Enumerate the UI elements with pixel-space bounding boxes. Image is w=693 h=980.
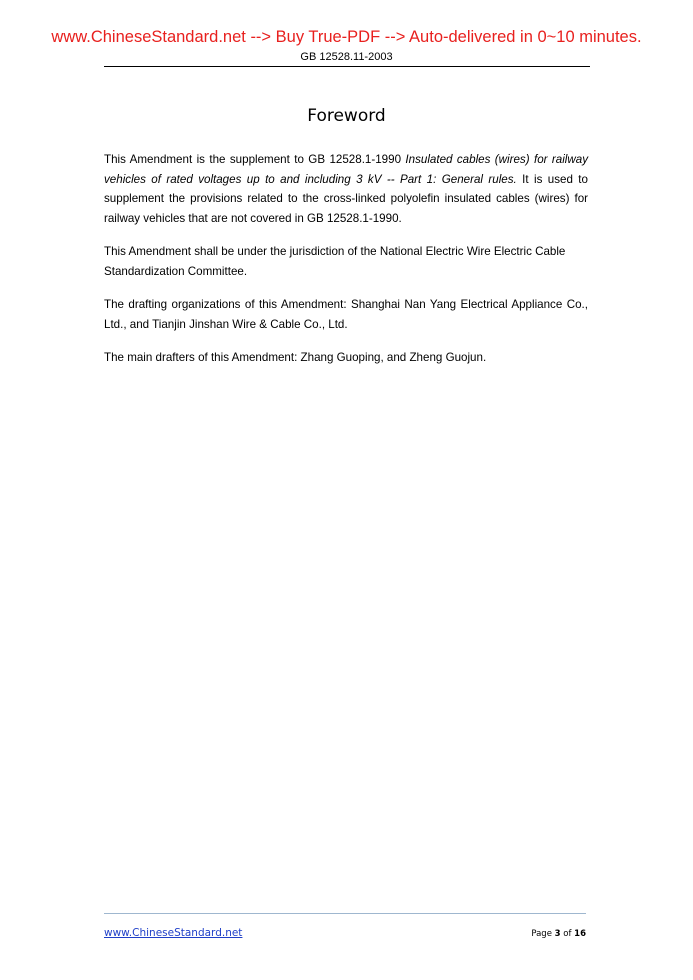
paragraph-1	[104, 150, 588, 228]
paragraph-1-text-a: This Amendment is the supplement to GB 12528.1-1990	[104, 153, 406, 166]
paragraph-3: The drafting organizations of this Amendment: Shanghai Nan Yang Electrical Appliance Co., Ltd., and Tianjin Jinshan Wire & Cable Co., Ltd.	[104, 298, 588, 331]
footer-website-link[interactable]: www.ChineseStandard.net	[104, 927, 243, 939]
header-document-number: GB 12528.11-2003	[300, 51, 393, 63]
top-banner-link[interactable]: www.ChineseStandard.net --> Buy True-PDF --> Auto-delivered in 0~10 minutes.	[51, 28, 642, 46]
page-total: 16	[574, 929, 586, 939]
header-divider	[104, 66, 590, 67]
page-current: 3	[554, 929, 561, 939]
paragraph-2: This Amendment shall be under the jurisdiction of the National Electric Wire Electric Cable Standardization Committee.	[104, 245, 566, 278]
page-title: Foreword	[307, 106, 386, 126]
page-prefix: Page	[531, 929, 555, 939]
paragraph-1-italic-title: Insulated cables (wires) for railway vehicles of rated voltages up to and including 3 kV -- Part 1: General rules.	[104, 153, 588, 186]
paragraph-4: The main drafters of this Amendment: Zhang Guoping, and Zheng Guojun.	[104, 351, 487, 364]
paragraph-1-text-b: It is used to supplement the provisions related to the cross-linked polyolefin insulated cables (wires) for railway vehicles that are not covered in GB 12528.1-1990.	[104, 172, 588, 225]
document-body	[104, 150, 588, 382]
footer-divider	[104, 913, 586, 914]
page-of: of	[560, 929, 575, 939]
page-number	[531, 929, 586, 939]
